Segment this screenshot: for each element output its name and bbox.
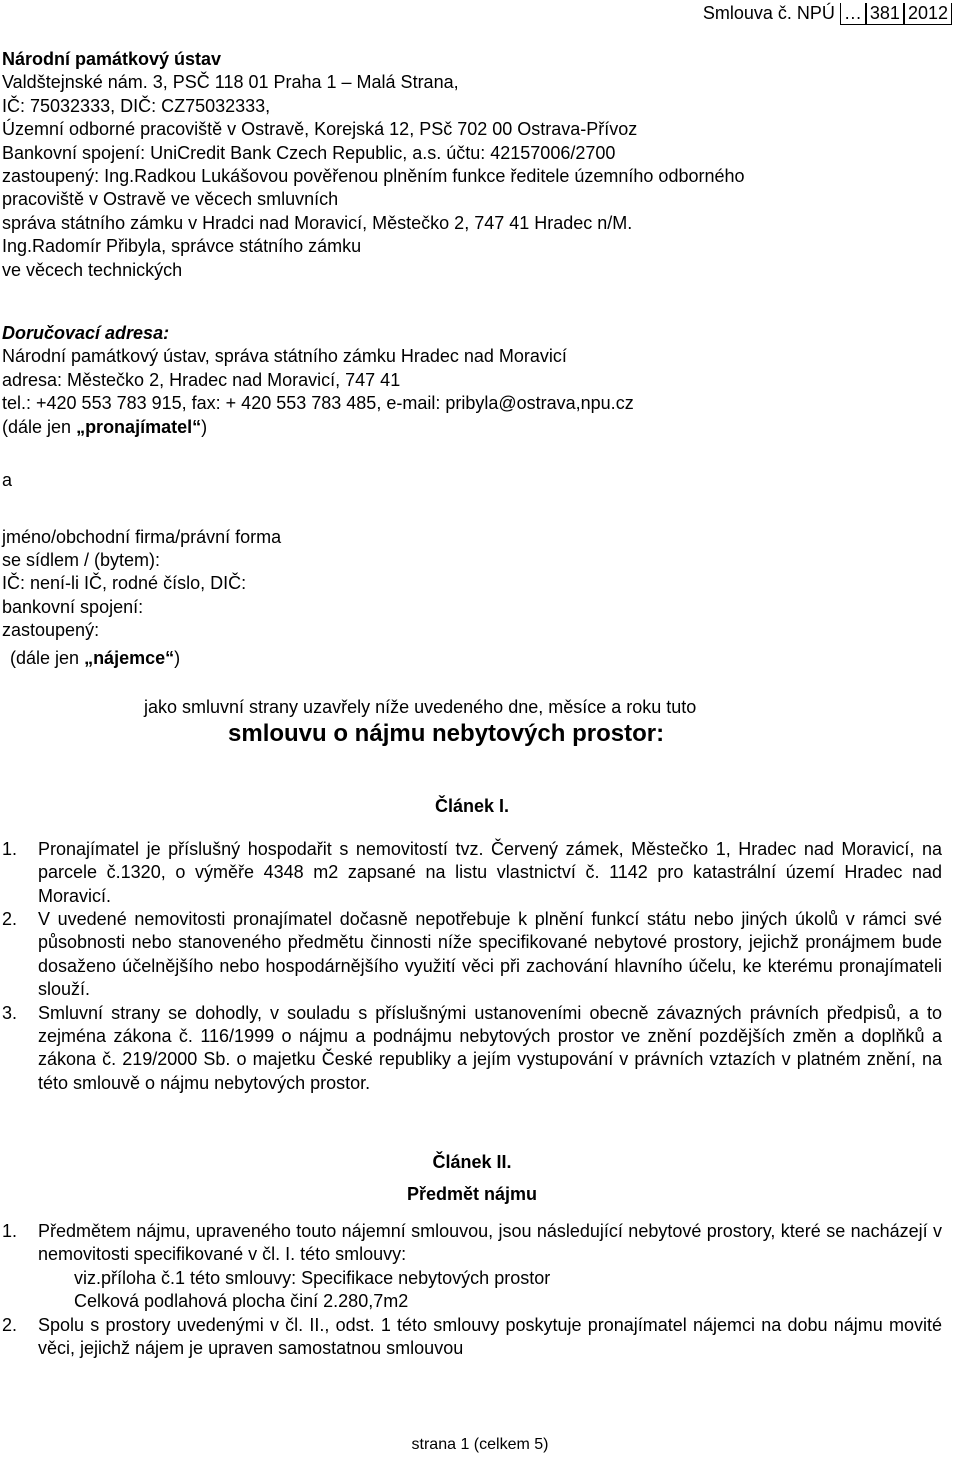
tenant-seat-field: se sídlem / (bytem): — [2, 549, 161, 570]
item-number: 1. — [2, 838, 18, 859]
delivery-line-1: Národní památkový ústav, správa státního zámku Hradec nad Moravicí — [2, 346, 567, 367]
alias-pre: (dále jen — [2, 416, 77, 437]
article-2-item-1 — [2, 1220, 942, 1267]
tenant-bank-field: bankovní spojení: — [2, 596, 144, 617]
article-1-item-1 — [2, 838, 942, 908]
landlord-ids: IČ: 75032333, DIČ: CZ75032333, — [2, 95, 271, 116]
delivery-label: Doručovací adresa: — [2, 323, 170, 344]
delivery-contact: tel.: +420 553 783 915, fax: + 420 553 783 485, e-mail: pribyla@ostrava,npu.cz — [2, 393, 634, 414]
tenant-ids-field: IČ: není-li IČ, rodné číslo, DIČ: — [2, 573, 247, 594]
tenant-name-field: jméno/obchodní firma/právní forma — [2, 526, 282, 547]
ref-year: 2012 — [904, 3, 952, 25]
landlord-branch: Územní odborné pracoviště v Ostravě, Korejská 12, PSč 702 00 Ostrava-Přívoz — [2, 119, 638, 140]
article-2-title: Článek II. — [432, 1152, 512, 1173]
document-body — [2, 48, 942, 1360]
ref-field-2: 381 — [866, 3, 904, 25]
ref-prefix: Smlouva č. NPÚ — [702, 3, 835, 23]
article-2-sub-1: viz.příloha č.1 této smlouvy: Specifikace nebytových prostor — [74, 1267, 551, 1288]
landlord-rep-2: pracoviště v Ostravě ve věcech smluvních — [2, 189, 339, 210]
tenant-rep-field: zastoupený: — [2, 620, 100, 641]
page-footer: strana 1 (celkem 5) — [411, 1436, 549, 1453]
landlord-name: Národní památkový ústav — [2, 49, 222, 69]
intro-line: jako smluvní strany uzavřely níže uvedeného dne, měsíce a roku tuto — [144, 696, 697, 717]
landlord-alias — [2, 416, 942, 439]
alias-post: ) — [174, 647, 181, 668]
landlord-rep-1: zastoupený: Ing.Radkou Lukášovou pověřenou plněním funkce ředitele územního odborného — [2, 166, 745, 187]
alias-pre: (dále jen — [10, 647, 85, 668]
item-text: Smluvní strany se dohodly, v souladu s příslušnými ustanoveními obecně závazných právních předpisů, a to zejména zákona č. 116/1999 o nájmu a podnájmu nebytových prostor ve znění pozdějších změn a doplňků a zákona č. 219/2000 Sb. o majetku České republiky a jejím vystupování v právních vztazích v platném znění, na této smlouvě o nájmu nebytových prostor. — [38, 1002, 942, 1093]
item-number: 3. — [2, 1002, 18, 1023]
article-1-title: Článek I. — [434, 796, 510, 817]
landlord-tech-1: Ing.Radomír Přibyla, správce státního zámku — [2, 236, 362, 257]
contract-title: smlouvu o nájmu nebytových prostor: — [228, 720, 665, 748]
article-1-item-3 — [2, 1002, 942, 1096]
delivery-line-2: adresa: Městečko 2, Hradec nad Moravicí, 747 41 — [2, 369, 401, 390]
article-2-sub-2: Celková podlahová plocha činí 2.280,7m2 — [74, 1291, 409, 1312]
item-number: 1. — [2, 1221, 18, 1242]
item-text: V uvedené nemovitosti pronajímatel dočasně nepotřebuje k plnění funkcí státu nebo jiných úkolů v rámci své působnosti nebo stanoveného předmětu činnosti níže specifikované nebytové prostory, jejichž pronájmem bude dosaženo účelnějšího nebo hospodárnějšího využití věci při zachování hlavního účelu, ke kterému pronajímateli slouží. — [38, 908, 942, 1000]
alias-post: ) — [201, 416, 208, 437]
article-1-item-2 — [2, 908, 942, 1002]
item-text: Předmětem nájmu, upraveného touto nájemní smlouvou, jsou následující nebytové prostory, které se nacházejí v nemovitosti specifikované v čl. I. této smlouvy: — [38, 1221, 942, 1265]
landlord-castle: správa státního zámku v Hradci nad Moravicí, Městečko 2, 747 41 Hradec n/M. — [2, 212, 633, 233]
alias-tenant: „nájemce“ — [84, 647, 175, 668]
article-2-item-2 — [2, 1314, 942, 1361]
tenant-alias — [2, 647, 942, 670]
item-number: 2. — [2, 1314, 18, 1335]
item-text: Pronajímatel je příslušný hospodařit s nemovitostí tvz. Červený zámek, Městečko 1, Hradec nad Moravicí, na parcele č.1320, o výměře 4348 m2 zapsané na listu vlastnictví č. 1142 pro katastrální území Hradec nad Moravicí. — [38, 838, 942, 906]
item-text: Spolu s prostory uvedenými v čl. II., odst. 1 této smlouvy poskytuje pronajímatel nájemci na dobu nájmu movité věci, jejichž nájem je upraven samostatnou smlouvou — [38, 1314, 942, 1359]
contract-reference — [703, 3, 952, 25]
article-2-subtitle: Předmět nájmu — [406, 1183, 538, 1204]
ref-field-1: … — [840, 3, 866, 25]
landlord-tech-2: ve věcech technických — [2, 259, 183, 280]
item-number: 2. — [2, 908, 18, 929]
landlord-address: Valdštejnské nám. 3, PSČ 118 01 Praha 1 – Malá Strana, — [2, 72, 459, 93]
alias-landlord: „pronajímatel“ — [76, 416, 202, 437]
and-separator: a — [2, 470, 13, 491]
landlord-bank: Bankovní spojení: UniCredit Bank Czech Republic, a.s. účtu: 42157006/2700 — [2, 142, 616, 163]
